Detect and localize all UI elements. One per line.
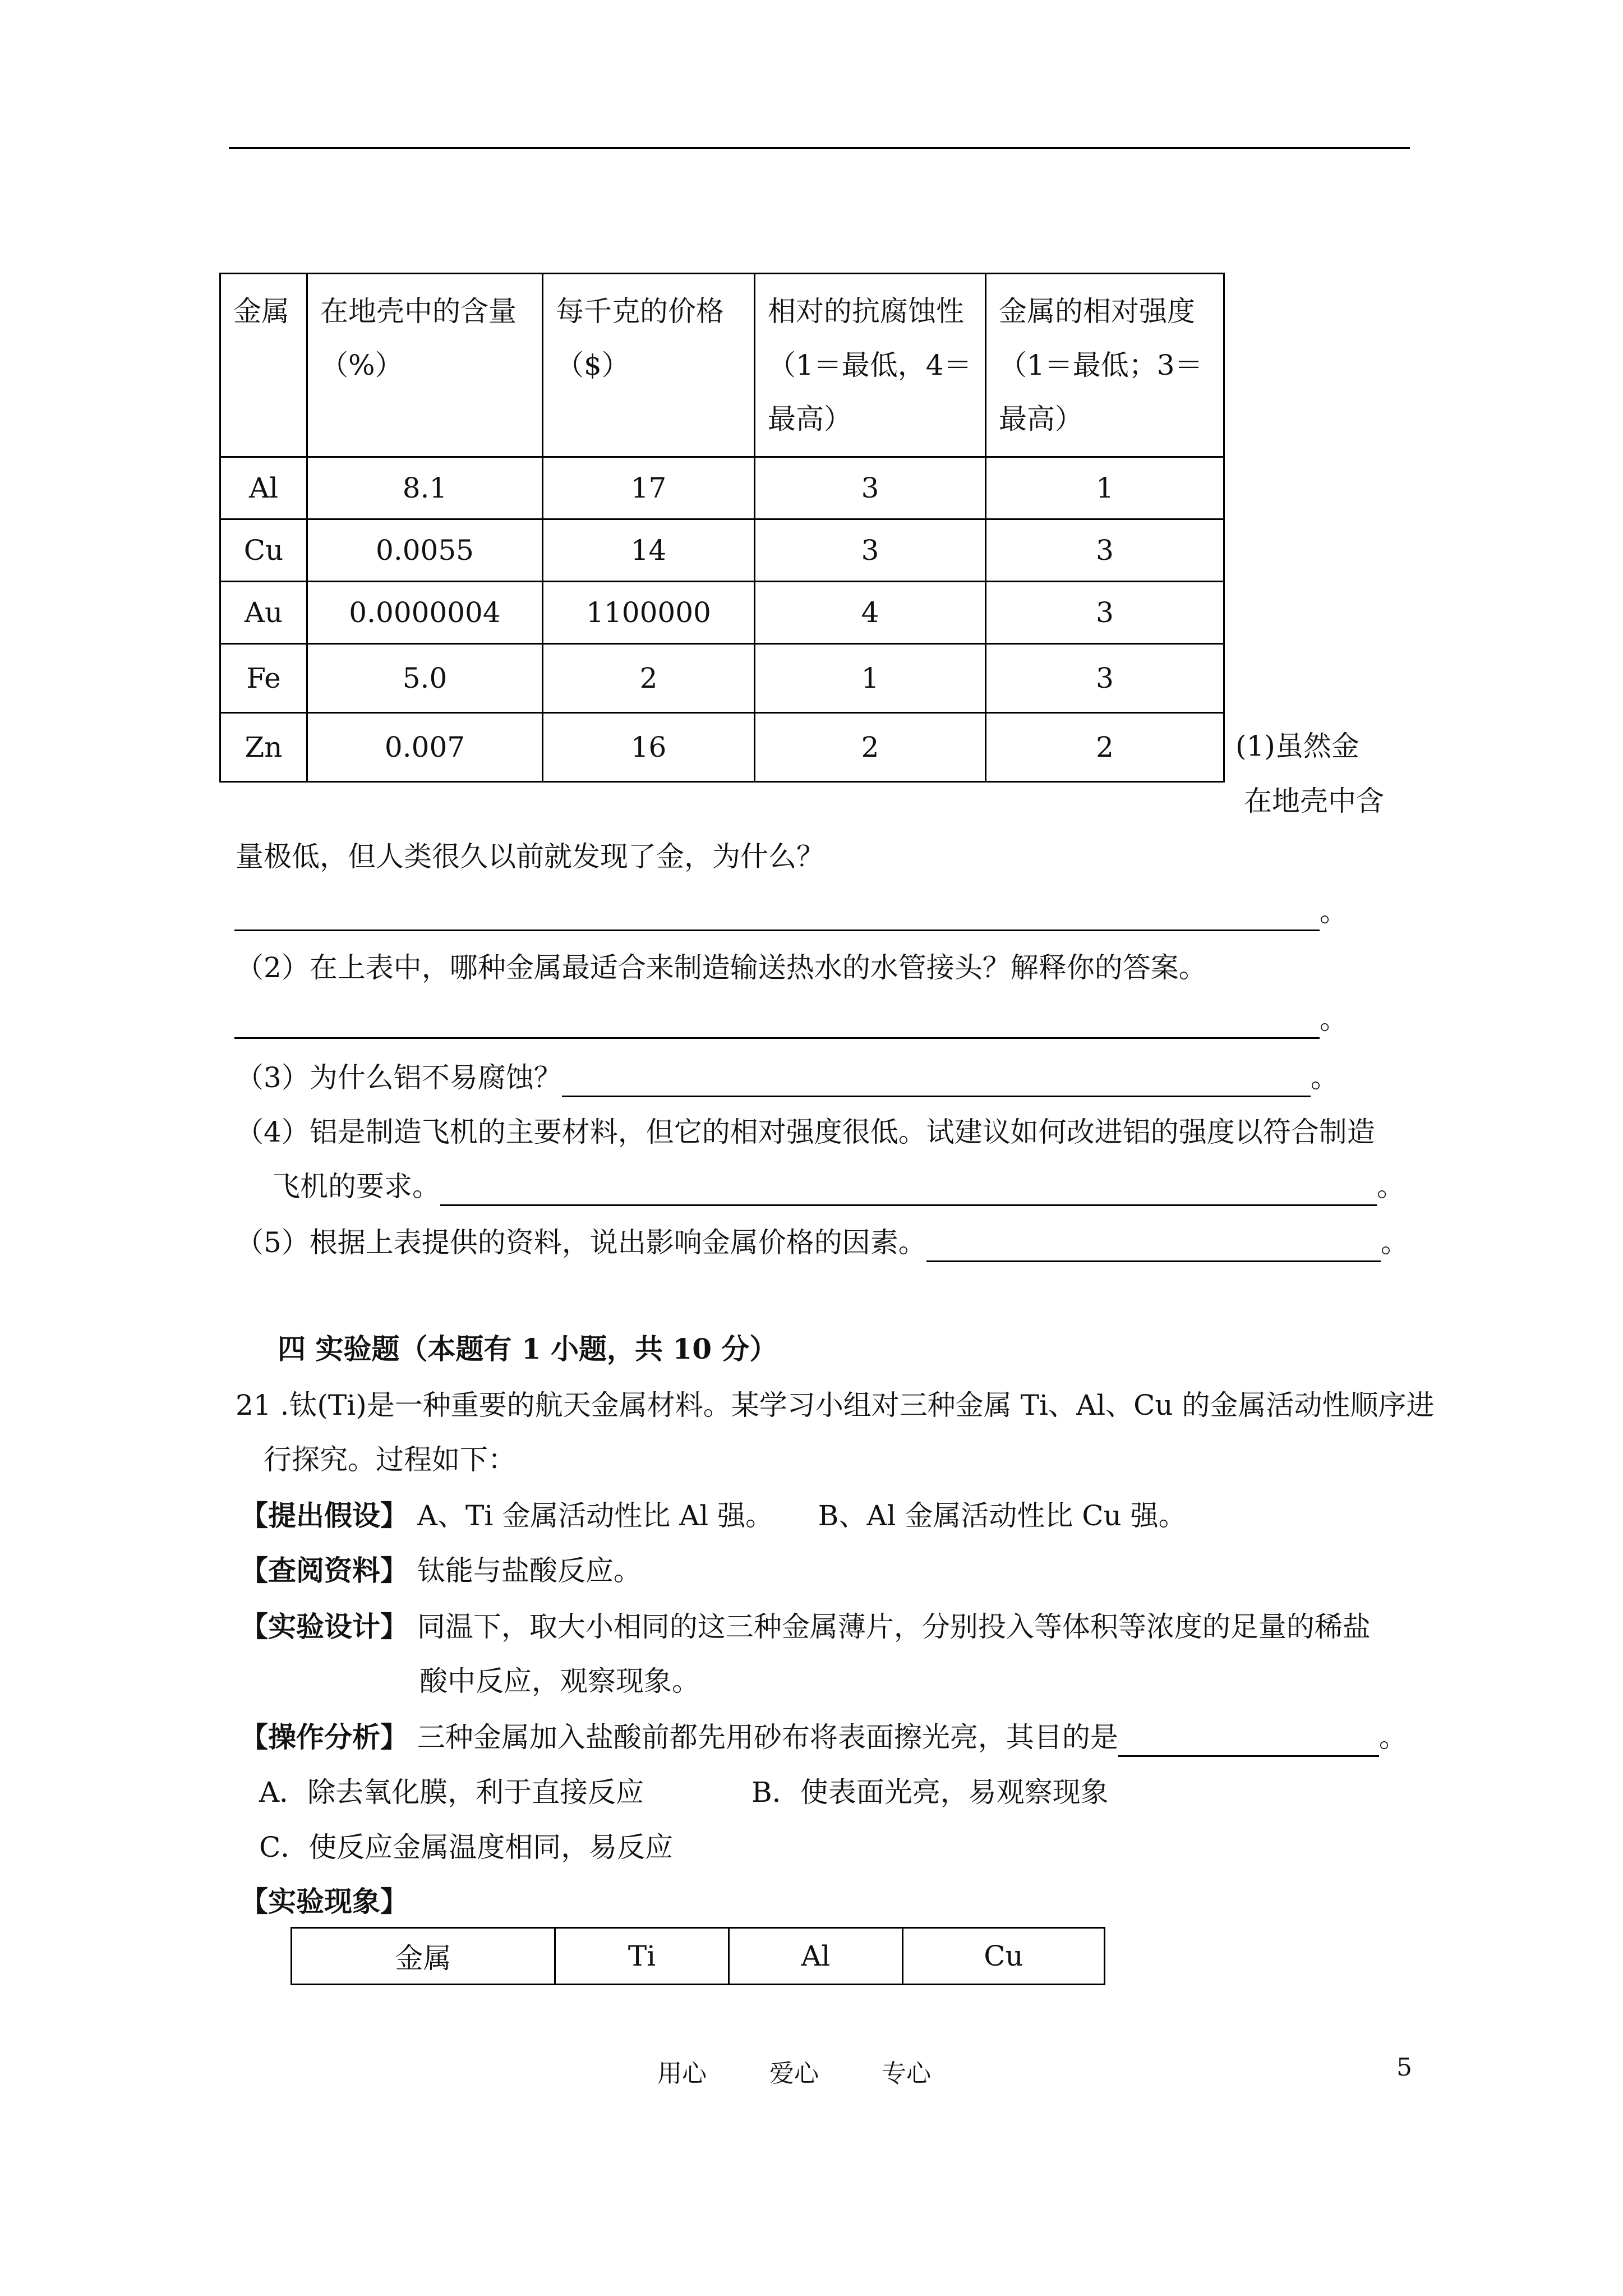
table-cell: Cu <box>220 519 307 582</box>
period: 。 <box>1320 895 1348 928</box>
table-cell: Au <box>220 582 307 644</box>
table-cell: 金属 <box>292 1928 555 1985</box>
header-rule <box>229 147 1410 149</box>
answer-blank[interactable] <box>562 1062 1311 1097</box>
question-5-text: （5）根据上表提供的资料，说出影响金属价格的因素。 <box>236 1226 926 1259</box>
question-2: （2）在上表中，哪种金属最适合来制造输送热水的水管接头？解释你的答案。 <box>236 951 1207 984</box>
answer-blank[interactable] <box>234 896 1320 931</box>
table-cell: Al <box>220 457 307 519</box>
question-1-side-b: 在地壳中含 <box>1244 785 1384 817</box>
table-cell: 14 <box>543 519 755 582</box>
table-cell: 3 <box>986 644 1224 713</box>
question-1-continued: 量极低，但人类很久以前就发现了金，为什么？ <box>236 840 824 873</box>
table-cell: 5.0 <box>307 644 543 713</box>
hypothesis <box>240 1496 1187 1535</box>
header-cell: 相对的抗腐蚀性（1＝最低，4＝最高） <box>755 274 986 457</box>
option-a: A．除去氧化膜，利于直接反应 <box>259 1776 644 1809</box>
footer-text-a: 用心 <box>657 2059 707 2088</box>
question-4-line-a: （4）铝是制造飞机的主要材料，但它的相对强度很低。试建议如何改进铝的强度以符合制造 <box>236 1116 1375 1148</box>
footer-text-c: 专心 <box>882 2059 931 2088</box>
question-5 <box>236 1223 1409 1262</box>
question-21-line-b: 行探究。过程如下： <box>264 1443 516 1476</box>
hypothesis-label: 【提出假设】 <box>240 1499 408 1532</box>
table-cell: 2 <box>755 713 986 782</box>
question-4-text: 飞机的要求。 <box>272 1170 440 1203</box>
table-row <box>220 519 1224 582</box>
design-text-b: 酸中反应，观察现象。 <box>419 1665 700 1697</box>
table-cell: Zn <box>220 713 307 782</box>
table-cell: 0.0055 <box>307 519 543 582</box>
question-4-line-b <box>272 1167 1405 1206</box>
table-cell: 0.007 <box>307 713 543 782</box>
table-cell: 2 <box>543 644 755 713</box>
answer-blank[interactable] <box>234 1004 1320 1039</box>
answer-line-2 <box>234 1000 1348 1039</box>
table-cell: Cu <box>903 1928 1105 1985</box>
operation <box>240 1718 1407 1757</box>
answer-blank[interactable] <box>926 1227 1381 1262</box>
period: 。 <box>1380 1226 1409 1259</box>
table-cell: Al <box>729 1928 903 1985</box>
table-row <box>292 1928 1105 1985</box>
reference-text: 钛能与盐酸反应。 <box>417 1554 642 1587</box>
design-text-a: 同温下，取大小相同的这三种金属薄片，分别投入等体积等浓度的足量的稀盐 <box>417 1611 1371 1643</box>
period: 。 <box>1320 1003 1348 1036</box>
table-cell: 3 <box>755 457 986 519</box>
question-1-side-a: (1)虽然金 <box>1235 730 1359 762</box>
header-cell: 金属的相对强度（1＝最低；3＝最高） <box>986 274 1224 457</box>
table-row <box>220 713 1224 782</box>
operation-text: 三种金属加入盐酸前都先用砂布将表面擦光亮，其目的是 <box>417 1721 1118 1754</box>
design-label: 【实验设计】 <box>240 1610 408 1643</box>
header-cell: 每千克的价格（$） <box>543 274 755 457</box>
answer-line-1 <box>234 892 1348 931</box>
header-cell: 金属 <box>220 274 307 457</box>
page-number: 5 <box>1396 2053 1412 2082</box>
metals-table <box>219 273 1225 783</box>
table-cell: 0.0000004 <box>307 582 543 644</box>
reference-label: 【查阅资料】 <box>240 1554 408 1587</box>
table-cell: 16 <box>543 713 755 782</box>
table-cell: 3 <box>986 582 1224 644</box>
header-cell: 在地壳中的含量（%） <box>307 274 543 457</box>
question-3-text: （3）为什么铝不易腐蚀？ <box>236 1061 562 1094</box>
table-cell: 4 <box>755 582 986 644</box>
table-cell: Fe <box>220 644 307 713</box>
table-cell: 3 <box>755 519 986 582</box>
table-cell: 2 <box>986 713 1224 782</box>
option-b: B．使表面光亮，易观察现象 <box>751 1776 1109 1809</box>
phenomenon-table <box>291 1927 1105 1985</box>
table-cell: 3 <box>986 519 1224 582</box>
table-cell: 17 <box>543 457 755 519</box>
table-row <box>220 582 1224 644</box>
phenomenon-label: 【实验现象】 <box>240 1885 408 1918</box>
period: 。 <box>1310 1061 1339 1094</box>
operation-label: 【操作分析】 <box>240 1720 408 1754</box>
table-cell: 1 <box>755 644 986 713</box>
period: 。 <box>1377 1170 1405 1203</box>
answer-blank[interactable] <box>440 1171 1377 1206</box>
hypothesis-text: A、Ti 金属活动性比 Al 强。 B、Al 金属活动性比 Cu 强。 <box>417 1499 1187 1532</box>
table-row <box>220 457 1224 519</box>
table-header-row <box>220 274 1224 457</box>
table-cell: 1100000 <box>543 582 755 644</box>
table-cell: Ti <box>555 1928 729 1985</box>
section-4-title: 四 实验题（本题有 1 小题，共 10 分） <box>278 1332 778 1365</box>
table-cell: 8.1 <box>307 457 543 519</box>
question-3 <box>236 1058 1339 1097</box>
table-row <box>220 644 1224 713</box>
reference <box>240 1551 642 1590</box>
period: 。 <box>1378 1721 1407 1754</box>
answer-blank[interactable] <box>1118 1722 1379 1757</box>
option-c: C．使反应金属温度相同，易反应 <box>259 1831 674 1864</box>
design <box>240 1607 1371 1646</box>
question-21-line-a: 21 .钛(Ti)是一种重要的航天金属材料。某学习小组对三种金属 Ti、Al、Cu 的金属活动性顺序进 <box>236 1389 1435 1421</box>
table-cell: 1 <box>986 457 1224 519</box>
footer-text-b: 爱心 <box>769 2059 819 2088</box>
